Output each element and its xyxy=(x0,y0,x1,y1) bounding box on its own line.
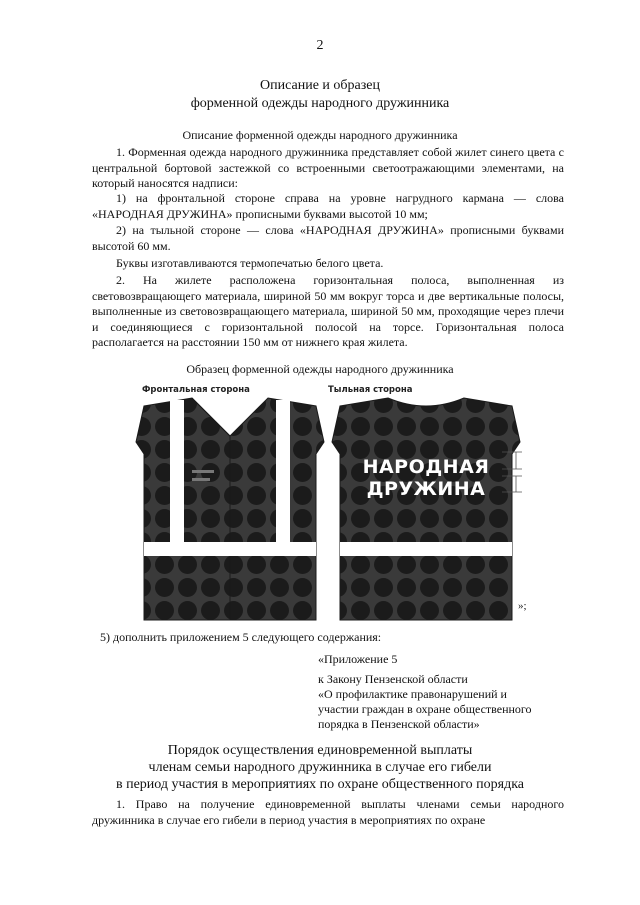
title-line-2: форменной одежды народного дружинника xyxy=(190,96,450,111)
back-side-label: Тыльная сторона xyxy=(328,385,413,395)
appendix-line-3: «О профилактике правонарушений и xyxy=(318,687,507,701)
item-5: 5) дополнить приложением 5 следующего содержания: xyxy=(100,630,382,644)
paragraph-4: Буквы изготавливаются термопечатью белого цвета. xyxy=(116,256,384,270)
front-horizontal-stripe xyxy=(144,542,316,556)
back-vest xyxy=(332,398,520,620)
appendix-line-5: порядка в Пензенской области» xyxy=(318,717,480,731)
front-right-stripe xyxy=(276,400,290,555)
page-number: 2 xyxy=(316,38,324,53)
appendix-line-4: участии граждан в охране общественного xyxy=(318,702,532,716)
subtitle-sample: Образец форменной одежды народного дружинника xyxy=(186,362,454,376)
subtitle-description: Описание форменной одежды народного дружинника xyxy=(182,128,458,142)
appendix-line-1: «Приложение 5 xyxy=(318,652,398,666)
back-vest-text-line-2: ДРУЖИНА xyxy=(366,478,486,500)
closing-mark: »; xyxy=(518,600,527,612)
paragraph-3: 2) на тыльной стороне — слова «НАРОДНАЯ ДРУЖИНА» прописными буквами высотой 60 мм. xyxy=(92,223,564,253)
back-vest-text-line-1: НАРОДНАЯ xyxy=(362,456,490,478)
title-line-1: Описание и образец xyxy=(260,78,380,93)
heading2-line-3: в период участия в мероприятиях по охране общественного порядка xyxy=(115,777,525,792)
paragraph-1: 1. Форменная одежда народного дружинника представляет собой жилет синего цвета с центральной бортовой застежкой со встроенными светоотражающими элементами, на который наносятся надписи: xyxy=(92,145,564,190)
last-paragraph: 1. Право на получение единовременной выплаты членами семьи народного дружинника в случае его гибели в период участия в мероприятиях по охране xyxy=(92,797,564,827)
back-horizontal-stripe xyxy=(340,542,512,556)
front-side-label: Фронтальная сторона xyxy=(142,385,250,395)
paragraph-5: 2. На жилете расположена горизонтальная полоса, выполненная из световозвращающего материала, шириной 50 мм вокруг торса и две вертикальные полосы, выполненные из световозвращающего материала, шириной 50 мм, проходящие через плечи и соединяющиеся с горизонтальной полосой на торсе. Горизонтальная полоса располагается на расстоянии 150 мм от нижнего края жилета. xyxy=(92,273,564,349)
paragraph-2: 1) на фронтальной стороне справа на уровне нагрудного кармана — слова «НАРОДНАЯ ДРУЖИНА» прописными буквами высотой 10 мм; xyxy=(92,191,564,221)
appendix-line-2: к Закону Пензенской области xyxy=(318,672,468,686)
front-vest xyxy=(136,398,324,620)
front-left-stripe xyxy=(170,400,184,555)
heading2-line-1: Порядок осуществления единовременной выплаты xyxy=(167,743,473,758)
heading2-line-2: членам семьи народного дружинника в случае его гибели xyxy=(148,760,492,775)
vest-figure xyxy=(130,392,530,624)
